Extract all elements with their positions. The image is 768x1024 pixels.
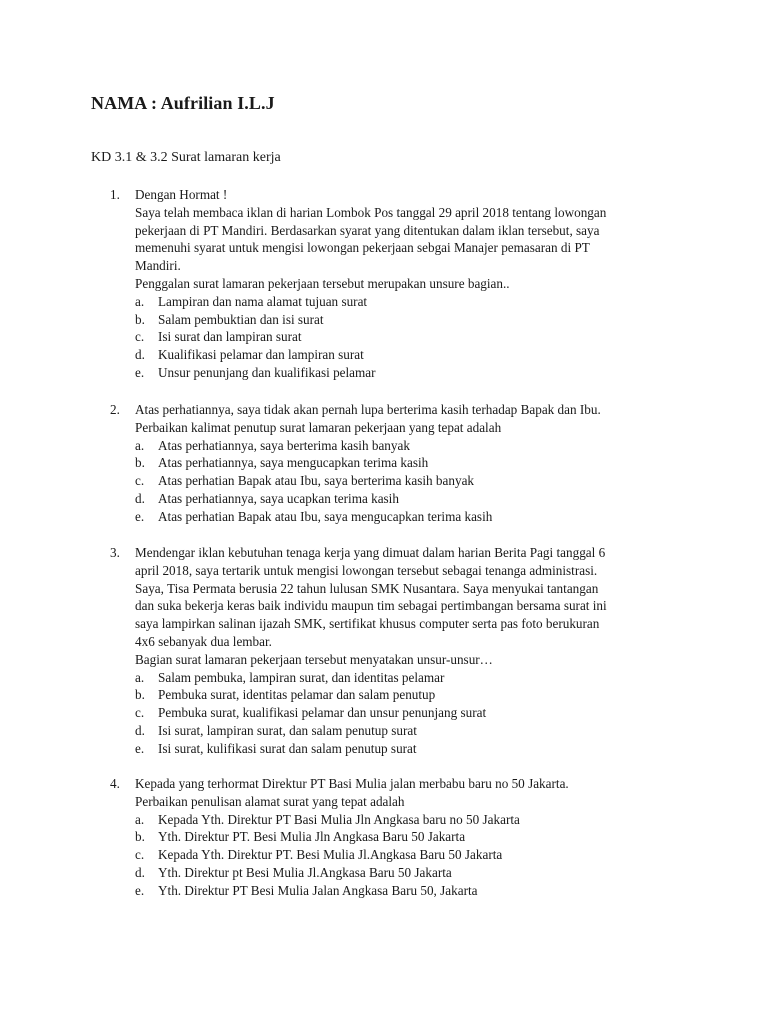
option-text: Lampiran dan nama alamat tujuan surat <box>158 293 368 309</box>
kd-subtitle: KD 3.1 & 3.2 Surat lamaran kerja <box>91 150 281 165</box>
stem-line: pekerjaan di PT Mandiri. Berdasarkan syarat yang ditentukan dalam iklan tersebut, saya <box>135 222 600 238</box>
option-text: Atas perhatian Bapak atau Ibu, saya berterima kasih banyak <box>158 473 475 489</box>
option-text: Yth. Direktur pt Besi Mulia Jl.Angkasa Baru 50 Jakarta <box>158 864 452 880</box>
option-text: Salam pembuktian dan isi surat <box>158 311 324 327</box>
student-name-heading: NAMA : Aufrilian I.L.J <box>91 93 275 113</box>
option-text: Unsur penunjang dan kualifikasi pelamar <box>158 364 376 380</box>
option-letter: e. <box>135 882 145 898</box>
option-letter: d. <box>135 864 145 880</box>
option-letter: b. <box>135 829 145 845</box>
question-3 <box>110 544 690 758</box>
option-text: Kualifikasi pelamar dan lampiran surat <box>158 347 364 363</box>
question-stem <box>110 775 690 900</box>
option-letter: c. <box>135 705 145 721</box>
option-d <box>135 490 690 508</box>
option-text: Isi surat, kulifikasi surat dan salam penutup surat <box>158 740 417 756</box>
option-text: Kepada Yth. Direktur PT Basi Mulia Jln Angkasa baru no 50 Jakarta <box>158 811 520 827</box>
option-letter: b. <box>135 311 145 327</box>
option-letter: a. <box>135 669 145 685</box>
option-letter: a. <box>135 437 145 453</box>
option-letter: d. <box>135 722 145 738</box>
option-b <box>135 686 690 704</box>
stem-line: memenuhi syarat untuk mengisi lowongan pekerjaan sebgai Manajer pemasaran di PT <box>135 240 590 256</box>
option-e <box>135 882 690 900</box>
question-4 <box>110 775 690 900</box>
question-number: 4. <box>110 776 120 791</box>
option-text: Yth. Direktur PT Besi Mulia Jalan Angkasa Baru 50, Jakarta <box>158 882 478 898</box>
option-text: Atas perhatian Bapak atau Ibu, saya mengucapkan terima kasih <box>158 508 493 524</box>
stem-line: Saya, Tisa Permata berusia 22 tahun lulusan SMK Nusantara. Saya menyukai tantangan <box>135 580 599 596</box>
option-text: Atas perhatiannya, saya mengucapkan terima kasih <box>158 455 429 471</box>
option-b <box>135 311 690 329</box>
question-stem <box>110 401 690 526</box>
option-a <box>135 437 690 455</box>
option-text: Salam pembuka, lampiran surat, dan identitas pelamar <box>158 669 445 685</box>
question-number: 2. <box>110 402 120 417</box>
option-c <box>135 328 690 346</box>
option-c <box>135 472 690 490</box>
option-e <box>135 740 690 758</box>
stem-line: Mendengar iklan kebutuhan tenaga kerja yang dimuat dalam harian Berita Pagi tanggal 6 <box>135 545 606 560</box>
option-d <box>135 722 690 740</box>
stem-line: dan suka bekerja keras baik individu maupun tim sebagai pertimbangan bersama surat ini <box>135 598 607 614</box>
stem-line: Penggalan surat lamaran pekerjaan tersebut merupakan unsure bagian.. <box>135 275 510 291</box>
option-letter: e. <box>135 740 145 756</box>
stem-line: Saya telah membaca iklan di harian Lombok Pos tanggal 29 april 2018 tentang lowongan <box>135 204 607 220</box>
question-number: 1. <box>110 187 120 202</box>
option-text: Atas perhatiannya, saya ucapkan terima kasih <box>158 490 399 506</box>
question-number: 3. <box>110 545 120 560</box>
option-letter: b. <box>135 687 145 703</box>
stem-line: Perbaikan penulisan alamat surat yang tepat adalah <box>135 793 405 809</box>
option-letter: c. <box>135 473 145 489</box>
stem-line: Bagian surat lamaran pekerjaan tersebut menyatakan unsur-unsur… <box>135 651 493 667</box>
option-e <box>135 364 690 382</box>
option-d <box>135 864 690 882</box>
option-letter: d. <box>135 490 145 506</box>
option-letter: c. <box>135 847 145 863</box>
option-text: Isi surat dan lampiran surat <box>158 329 302 345</box>
option-c <box>135 846 690 864</box>
option-b <box>135 828 690 846</box>
option-text: Isi surat, lampiran surat, dan salam penutup surat <box>158 722 417 738</box>
option-a <box>135 811 690 829</box>
stem-line: Mandiri. <box>135 258 181 274</box>
option-letter: e. <box>135 364 145 380</box>
question-stem <box>110 186 690 382</box>
option-d <box>135 346 690 364</box>
stem-line: Perbaikan kalimat penutup surat lamaran pekerjaan yang tepat adalah <box>135 419 502 435</box>
stem-line: Atas perhatiannya, saya tidak akan pernah lupa berterima kasih terhadap Bapak dan Ibu. <box>135 402 601 417</box>
question-stem <box>110 544 690 758</box>
option-letter: d. <box>135 347 145 363</box>
option-text: Kepada Yth. Direktur PT. Besi Mulia Jl.Angkasa Baru 50 Jakarta <box>158 847 503 863</box>
option-letter: c. <box>135 329 145 345</box>
stem-line: Dengan Hormat ! <box>135 187 228 202</box>
stem-line: Kepada yang terhormat Direktur PT Basi Mulia jalan merbabu baru no 50 Jakarta. <box>135 776 569 791</box>
option-c <box>135 704 690 722</box>
stem-line: 4x6 sebanyak dua lembar. <box>135 633 272 649</box>
option-a <box>135 293 690 311</box>
option-letter: a. <box>135 811 145 827</box>
option-letter: a. <box>135 293 145 309</box>
option-b <box>135 454 690 472</box>
option-letter: b. <box>135 455 145 471</box>
stem-line: april 2018, saya tertarik untuk mengisi lowongan tersebut sebagai tenanga administrasi. <box>135 562 598 578</box>
option-letter: e. <box>135 508 145 524</box>
question-1 <box>110 186 690 382</box>
option-text: Pembuka surat, identitas pelamar dan salam penutup <box>158 687 436 703</box>
stem-line: saya lampirkan salinan ijazah SMK, sertifikat khusus computer serta pas foto berukuran <box>135 616 600 632</box>
option-text: Yth. Direktur PT. Besi Mulia Jln Angkasa Baru 50 Jakarta <box>158 829 466 845</box>
question-2 <box>110 401 690 526</box>
option-text: Pembuka surat, kualifikasi pelamar dan unsur penunjang surat <box>158 705 487 721</box>
option-text: Atas perhatiannya, saya berterima kasih banyak <box>158 437 410 453</box>
option-e <box>135 508 690 526</box>
option-a <box>135 669 690 687</box>
